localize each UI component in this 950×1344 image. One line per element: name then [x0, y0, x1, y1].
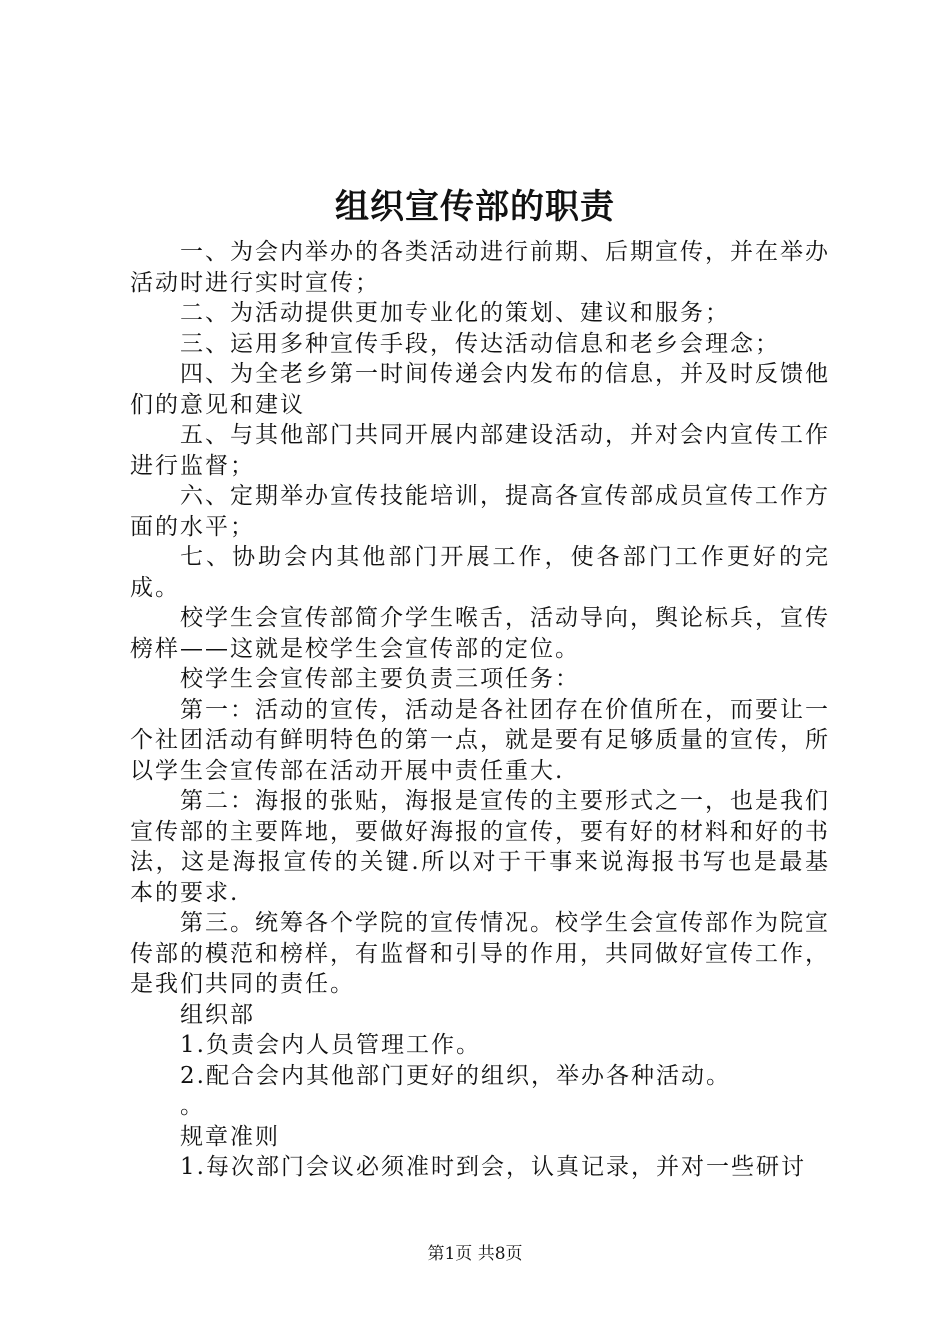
- paragraph: 校学生会宣传部简介学生喉舌，活动导向，舆论标兵，宣传榜样——这就是校学生会宣传部的定位。: [130, 605, 830, 662]
- paragraph: 六、定期举办宣传技能培训，提高各宣传部成员宣传工作方面的水平；: [130, 483, 830, 540]
- section-heading-organization: 组织部: [180, 1001, 255, 1028]
- paragraph: 四、为全老乡第一时间传递会内发布的信息，并及时反馈他们的意见和建议: [130, 361, 830, 418]
- page-footer: 第1页 共8页: [427, 1244, 523, 1264]
- paragraph: 第二：海报的张贴，海报是宣传的主要形式之一，也是我们宣传部的主要阵地，要做好海报的宣传，要有好的材料和好的书法，这是海报宣传的关键.所以对于干事来说海报书写也是最基本的要求.: [130, 788, 830, 906]
- paragraph: 一、为会内举办的各类活动进行前期、后期宣传，并在举办活动时进行实时宣传；: [130, 239, 830, 296]
- paragraph: 1.负责会内人员管理工作。: [180, 1032, 481, 1058]
- section-heading-rules: 规章准则: [180, 1123, 280, 1150]
- paragraph: 第一：活动的宣传，活动是各社团存在价值所在，而要让一个社团活动有鲜明特色的第一点，就是要有足够质量的宣传，所以学生会宣传部在活动开展中责任重大.: [130, 696, 830, 784]
- document-body: [130, 237, 830, 1183]
- paragraph: 二、为活动提供更加专业化的策划、建议和服务；: [180, 300, 730, 326]
- paragraph: 第三。统筹各个学院的宣传情况。校学生会宣传部作为院宣传部的模范和榜样，有监督和引导的作用，共同做好宣传工作，是我们共同的责任。: [130, 910, 830, 997]
- paragraph: 校学生会宣传部主要负责三项任务：: [180, 666, 580, 692]
- paragraph: 三、运用多种宣传手段，传达活动信息和老乡会理念；: [180, 330, 780, 357]
- document-title: 组织宣传部的职责: [335, 187, 615, 227]
- paragraph: 。: [180, 1093, 205, 1119]
- paragraph: 五、与其他部门共同开展内部建设活动，并对会内宣传工作进行监督；: [130, 422, 830, 479]
- paragraph: 2.配合会内其他部门更好的组织，举办各种活动。: [180, 1062, 731, 1089]
- paragraph: 七、协助会内其他部门开展工作，使各部门工作更好的完成。: [130, 544, 830, 601]
- paragraph: 1.每次部门会议必须准时到会，认真记录，并对一些研讨: [180, 1154, 806, 1180]
